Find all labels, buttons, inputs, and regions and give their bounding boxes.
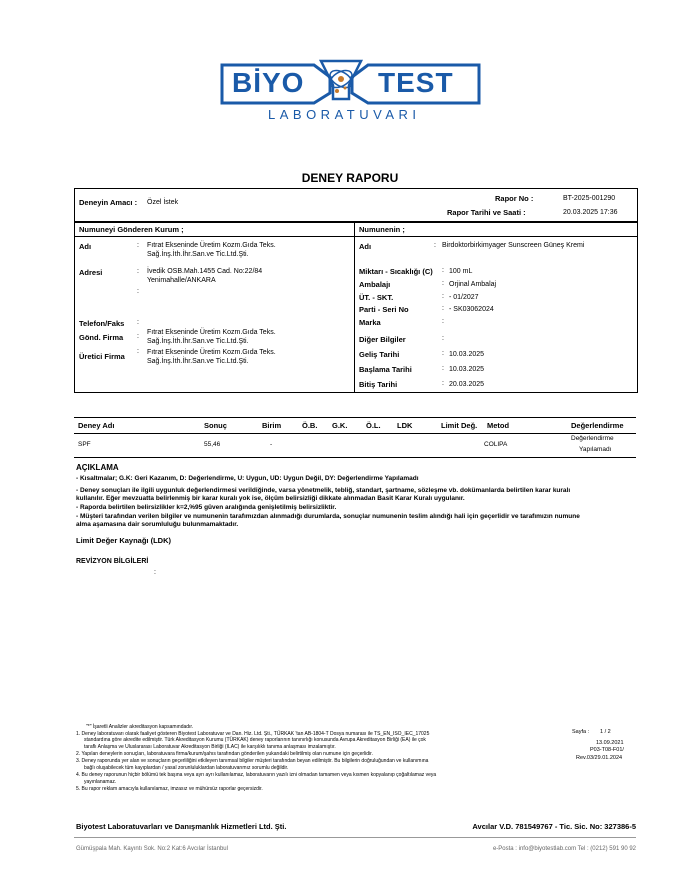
amount-label: Miktarı - Sıcaklığı (C) <box>359 267 433 276</box>
start-value: 10.03.2025 <box>449 366 485 373</box>
note-line-3: kullanılır. Eğer mevzuatta belirlenmiş bir karar kuralı yok ise, ölçüm belirsizliği dikkate alınmadan Basit Karar Kuralı uygulanır. <box>76 495 465 502</box>
col-ldk: LDK <box>397 421 413 430</box>
colon: : <box>442 318 444 325</box>
col-gk: G.K. <box>332 421 348 430</box>
revision-colon: : <box>154 569 156 576</box>
expiry-label: ÜT. - SKT. <box>359 293 394 302</box>
row-result: 55,46 <box>204 441 221 448</box>
document-date: 13.09.2021 <box>596 740 624 746</box>
end-value: 20.03.2025 <box>449 381 485 388</box>
col-unit: Birim <box>262 421 282 430</box>
footnote-2: 2. Yapılan deneylerin sonuçları, laboratuvara firma/kurum/şahıs tarafından gönderilen yukarıdaki belirtilmiş olan numune için geçerlidir. <box>76 751 373 757</box>
other-label: Diğer Bilgiler <box>359 335 406 344</box>
colon: : <box>137 242 139 249</box>
table-row <box>74 433 636 458</box>
colon: : <box>137 319 139 326</box>
document-code: P03-T08-F01/ <box>590 747 624 753</box>
page-number: 1 / 2 <box>600 729 611 735</box>
package-value: Orjinal Ambalaj <box>449 281 497 288</box>
col-ob: Ö.B. <box>302 421 318 430</box>
producer-value-1: Fıtrat Ekseninde Üretim Kozm.Gıda Teks. <box>147 349 276 356</box>
colon: : <box>442 365 444 372</box>
colon: : <box>137 348 139 355</box>
footnote-4b: yayınlanamaz. <box>84 779 117 785</box>
report-no-label: Rapor No : <box>495 194 534 203</box>
report-date-value: 20.03.2025 17:36 <box>563 209 618 216</box>
col-ol: Ö.L. <box>366 421 381 430</box>
colon: : <box>442 305 444 312</box>
sample-section-label: Numunenin ; <box>359 225 405 234</box>
company-logo <box>218 55 483 127</box>
details-box <box>74 221 638 393</box>
logo-word-left: BİYO <box>232 67 305 98</box>
footer-tax: Avcılar V.D. 781549767 - Tic. Sic. No: 327386-5 <box>472 822 636 831</box>
footer-contact: e-Posta : info@biyotestlab.com Tel : (0212) 591 90 92 <box>492 846 636 852</box>
footnote-star: "*" İşaretli Analizler akreditasyon kapsamındadır. <box>86 724 194 730</box>
header-box <box>74 188 638 223</box>
colon: : <box>442 335 444 342</box>
logo-subtitle: LABORATUVARI <box>268 107 421 122</box>
package-label: Ambalajı <box>359 280 391 289</box>
purpose-label: Deneyin Amacı : <box>79 198 138 207</box>
sender-name-value-2: Sağ.İnş.İth.İhr.San.ve Tic.Ltd.Şti. <box>147 251 249 258</box>
row-evaluation-2: Yapılamadı <box>579 446 612 453</box>
footnote-1a: 1. Deney laboratuvarı olarak faaliyet gösteren Biyotest Laboratuvar ve Dan. Hiz. Ltd. Şti., TÜRKAK 'tan AB-1804-T Dosya numarası ile TS_EN_ISO_IEC_17025 <box>76 731 430 737</box>
results-header <box>74 417 636 434</box>
col-result: Sonuç <box>204 421 227 430</box>
note-line-2: - Deney sonuçları ile ilgili uygunluk değerlendirmesi verildiğinde, varsa yönetmelik, tebliğ, standart, şartname, sözleşme vb. dokümanlarda belirtilen karar kuralı <box>76 487 571 494</box>
colon: : <box>442 350 444 357</box>
sample-name-label: Adı <box>359 242 372 251</box>
report-date-label: Rapor Tarihi ve Saati : <box>447 208 526 217</box>
arrival-label: Geliş Tarihi <box>359 350 400 359</box>
logo-word-right: TEST <box>378 67 454 98</box>
col-test: Deney Adı <box>78 421 115 430</box>
notes-heading: AÇIKLAMA <box>76 463 119 472</box>
brand-label: Marka <box>359 318 381 327</box>
colon: : <box>442 293 444 300</box>
colon: : <box>442 280 444 287</box>
lot-value: - SK03062024 <box>449 306 494 313</box>
sender-section-label: Numuneyi Gönderen Kurum ; <box>79 225 184 234</box>
colon: : <box>442 380 444 387</box>
footnote-3b: bağlı oluşabilecek tüm kayıplardan / yasal zorunluluklardan laboratuvarımız sorumlu değildir. <box>84 765 289 771</box>
sending-firm-value-1: Fıtrat Ekseninde Üretim Kozm.Gıda Teks. <box>147 329 276 336</box>
start-label: Başlama Tarihi <box>359 365 412 374</box>
footer-company: Biyotest Laboratuvarları ve Danışmanlık Hizmetleri Ltd. Şti. <box>76 822 287 831</box>
sender-address-label: Adresi <box>79 268 103 277</box>
sending-firm-label: Gönd. Firma <box>79 333 124 342</box>
note-line-4: - Raporda belirtilen belirsizlikler k=2,%95 güven aralığında genişletilmiş belirsizliktir. <box>76 504 337 511</box>
col-method: Metod <box>487 421 510 430</box>
footer-address: Gümüşpala Mah. Kayıntı Sok. No:2 Kat:6 Avcılar İstanbul <box>76 846 228 852</box>
report-no-value: BT-2025-001290 <box>563 195 616 202</box>
producer-label: Üretici Firma <box>79 352 125 361</box>
amount-value: 100 mL <box>449 268 473 275</box>
footnote-3a: 3. Deney raporunda yer alan ve sonuçların geçerliliğini etkileyen tanımsal bilgiler müşteri tarafından beyan edilmiştir. Bu bilgilerin doğruluğundan ve kullanımına <box>76 758 429 764</box>
expiry-value: - 01/2027 <box>449 294 479 301</box>
colon: : <box>137 333 139 340</box>
document-revision: Rev.03/29.01.2024 <box>576 755 623 761</box>
footnote-1b: standardına göre akredite edilmiştir. Türk Akreditasyon Kurumu (TÜRKAK) deney raporlarının tanınırlığı konusunda Avrupa Akreditasyon Birliği (EA) ile çok <box>84 737 426 743</box>
note-line-5: - Müşteri tarafından verilen bilgiler ve numunenin tarafımızdan alınmadığı durumlarda, sonuçlar numunenin teslim alındığı hali için geçerlidir ve tarafımızın numune <box>76 513 580 520</box>
col-limit: Limit Değ. <box>441 421 478 430</box>
footer-divider <box>74 837 636 838</box>
note-line-6: alma aşamasına dair sorumluluğu bulunmamaktadır. <box>76 521 239 528</box>
end-label: Bitiş Tarihi <box>359 380 398 389</box>
purpose-value: Özel İstek <box>147 199 179 206</box>
sender-name-value-1: Fıtrat Ekseninde Üretim Kozm.Gıda Teks. <box>147 242 276 249</box>
row-method: COLIPA <box>484 441 508 448</box>
footnote-4a: 4. Bu deney raporunun hiçbir bölümü tek başına veya ayrı ayrı kullanılamaz, laboratuvarın yazılı izni olmadan tamamen veya kısmen kopyalanıp çoğaltılamaz veya <box>76 772 437 778</box>
footnote-5: 5. Bu rapor reklam amacıyla kullanılamaz, imzasız ve mühürsüz raporlar geçersizdir. <box>76 786 263 792</box>
footnote-1c: taraflı Anlaşma ve Uluslararası Laboratuvar Akreditasyon Birliği (ILAC) ile karşılıklı tanıma anlaşması imzalamıştır. <box>84 744 336 750</box>
arrival-value: 10.03.2025 <box>449 351 485 358</box>
colon: : <box>434 242 436 249</box>
sender-phone-label: Telefon/Faks <box>79 319 125 328</box>
note-line-1: - Kısaltmalar; G.K: Geri Kazanım, D: Değerlendirme, U: Uygun, UD: Uygun Değil, DY: Değerlendirme Yapılamadı <box>76 475 419 482</box>
sender-address-value-1: İvedik OSB.Mah.1455 Cad. No:22/84 <box>147 268 263 275</box>
colon: : <box>442 267 444 274</box>
sample-name-value: Birdoktorbirkimyager Sunscreen Güneş Kremi <box>442 242 585 249</box>
sending-firm-value-2: Sağ.İnş.İth.İhr.San.ve Tic.Ltd.Şti. <box>147 338 249 345</box>
producer-value-2: Sağ.İnş.İth.İhr.San.ve Tic.Ltd.Şti. <box>147 358 249 365</box>
col-evaluation: Değerlendirme <box>571 421 624 430</box>
row-test: SPF <box>78 441 91 448</box>
limit-source-heading: Limit Değer Kaynağı (LDK) <box>76 536 172 545</box>
colon: : <box>137 268 139 275</box>
row-unit: - <box>270 441 273 448</box>
sender-address-value-2: Yenimahalle/ANKARA <box>147 277 216 284</box>
revision-heading: REVİZYON BİLGİLERİ <box>76 558 149 565</box>
document-title: DENEY RAPORU <box>301 171 399 185</box>
sender-name-label: Adı <box>79 242 92 251</box>
page-label: Sayfa : <box>572 729 590 735</box>
lot-label: Parti - Seri No <box>359 305 409 314</box>
row-evaluation-1: Değerlendirme <box>571 435 614 442</box>
colon: : <box>137 288 139 295</box>
